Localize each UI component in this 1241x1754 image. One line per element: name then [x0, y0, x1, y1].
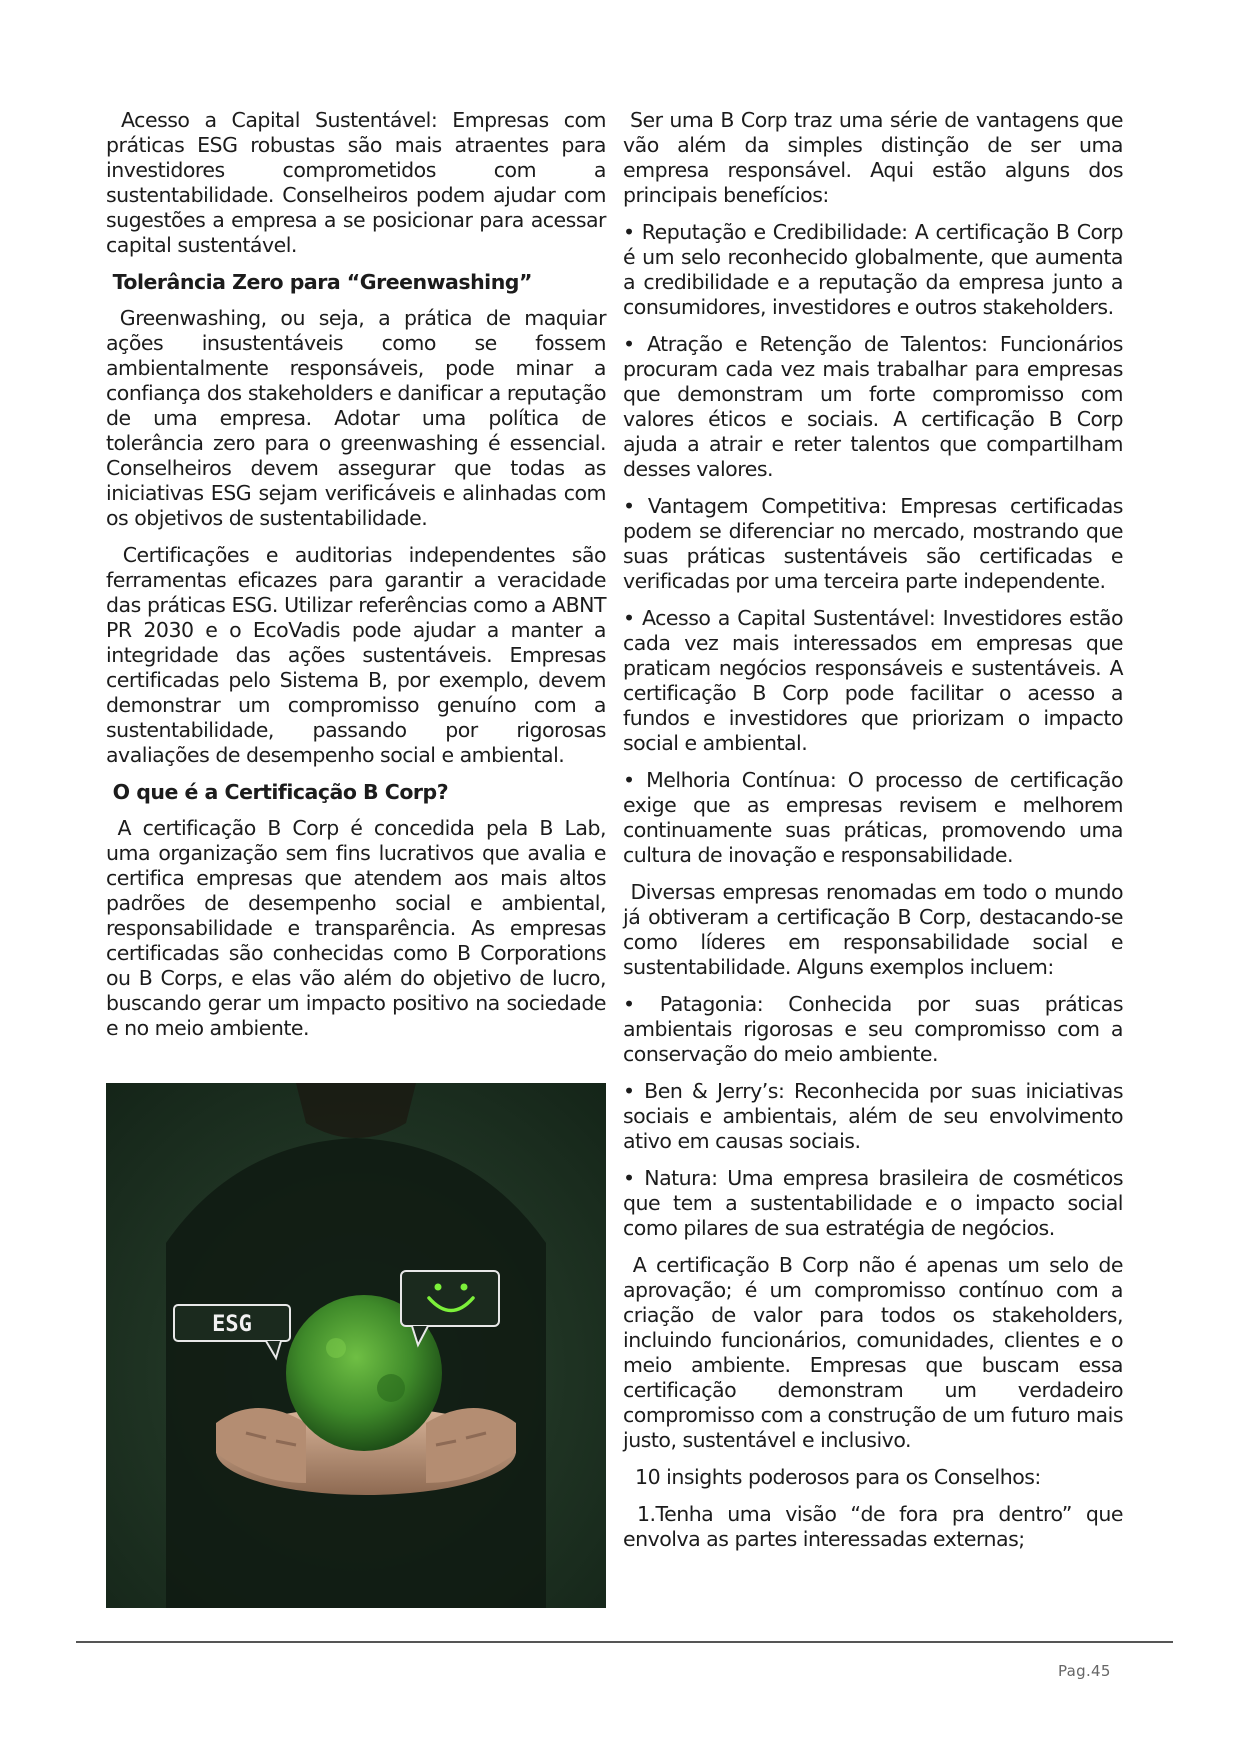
- esg-photo-illustration: [106, 1083, 606, 1608]
- paragraph-certificacoes: Certificações e auditorias independentes são ferramentas eficazes para garantir a veracidade das práticas ESG. Utilizar referências como a ABNT PR 2030 e o EcoVadis pode ajudar a manter a integridade das ações sustentáveis. Empresas certificadas pelo Sistema B, por exemplo, devem demonstrar um compromisso genuíno com a sustentabilidade, passando por rigorosas avaliações de desempenho social e ambiental.: [106, 543, 606, 767]
- esg-bubble-text: ESG: [212, 1312, 252, 1337]
- page-number: Pag.45: [1058, 1662, 1111, 1680]
- footer-divider: [76, 1641, 1173, 1643]
- moss-highlight: [326, 1338, 346, 1358]
- smiley-eye-right: [461, 1284, 468, 1291]
- paragraph-capital-sustentavel: Acesso a Capital Sustentável: Empresas com práticas ESG robustas são mais atraentes para investidores comprometidos com a sustentabilidade. Conselheiros podem ajudar com sugestões a empresa a se posicionar para acessar capital sustentável.: [106, 108, 606, 257]
- paragraph-b-corp-definition: A certificação B Corp é concedida pela B Lab, uma organização sem fins lucrativos que avalia e certifica empresas que atendem aos mais altos padrões de desempenho social e ambiental, responsabilidade e transparência. As empresas certificadas são conhecidas como B Corporations ou B Corps, e elas vão além do objetivo de lucro, buscando gerar um impacto positivo na sociedade e no meio ambiente.: [106, 816, 606, 1040]
- heading-greenwashing: Tolerância Zero para “Greenwashing”: [106, 270, 532, 294]
- bullet-capital-sustentavel: • Acesso a Capital Sustentável: Investidores estão cada vez mais interessados em empresas que praticam negócios responsáveis e sustentáveis. A certificação B Corp pode facilitar o acesso a fundos e investidores que priorizam o impacto social e ambiental.: [623, 606, 1123, 755]
- bullet-natura: • Natura: Uma empresa brasileira de cosméticos que tem a sustentabilidade e o impacto social como pilares de sua estratégia de negócios.: [623, 1166, 1123, 1240]
- insight-item-1: 1.Tenha uma visão “de fora pra dentro” que envolva as partes interessadas externas;: [623, 1502, 1123, 1551]
- right-column: [623, 108, 1123, 1564]
- left-column: [106, 108, 606, 1053]
- insights-heading: 10 insights poderosos para os Conselhos:: [623, 1465, 1041, 1489]
- bullet-patagonia: • Patagonia: Conhecida por suas práticas ambientais rigorosas e seu compromisso com a conservação do meio ambiente.: [623, 992, 1123, 1066]
- bullet-talentos: • Atração e Retenção de Talentos: Funcionários procuram cada vez mais trabalhar para empresas que demonstram um forte compromisso com valores éticos e sociais. A certificação B Corp ajuda a atrair e reter talentos que compartilham desses valores.: [623, 332, 1123, 481]
- paragraph-conclusao: A certificação B Corp não é apenas um selo de aprovação; é um compromisso contínuo com a criação de valor para todos os stakeholders, incluindo funcionários, comunidades, clientes e o meio ambiente. Empresas que buscam essa certificação demonstram um verdadeiro compromisso com a construção de um futuro mais justo, sustentável e inclusivo.: [623, 1253, 1123, 1452]
- smiley-bubble-box: [401, 1271, 499, 1326]
- bullet-ben-jerrys: • Ben & Jerry’s: Reconhecida por suas iniciativas sociais e ambientais, além de seu envolvimento ativo em causas sociais.: [623, 1079, 1123, 1153]
- bullet-melhoria-continua: • Melhoria Contínua: O processo de certificação exige que as empresas revisem e melhorem continuamente suas práticas, promovendo uma cultura de inovação e responsabilidade.: [623, 768, 1123, 867]
- esg-hands-photo: [106, 1083, 606, 1608]
- bullet-vantagem-competitiva: • Vantagem Competitiva: Empresas certificadas podem se diferenciar no mercado, mostrando que suas práticas sustentáveis são certificadas e verificadas por uma terceira parte independente.: [623, 494, 1123, 593]
- bullet-reputacao: • Reputação e Credibilidade: A certificação B Corp é um selo reconhecido globalmente, que aumenta a credibilidade e a reputação da empresa junto a consumidores, investidores e outros stakeholders.: [623, 220, 1123, 319]
- paragraph-empresas-renomadas: Diversas empresas renomadas em todo o mundo já obtiveram a certificação B Corp, destacando-se como líderes em responsabilidade social e sustentabilidade. Alguns exemplos incluem:: [623, 880, 1123, 979]
- heading-b-corp: O que é a Certificação B Corp?: [106, 780, 449, 804]
- paragraph-b-corp-intro: Ser uma B Corp traz uma série de vantagens que vão além da simples distinção de ser uma empresa responsável. Aqui estão alguns dos principais benefícios:: [623, 108, 1123, 207]
- paragraph-greenwashing: Greenwashing, ou seja, a prática de maquiar ações insustentáveis como se fossem ambientalmente responsáveis, pode minar a confiança dos stakeholders e danificar a reputação de uma empresa. Adotar uma política de tolerância zero para o greenwashing é essencial. Conselheiros devem assegurar que todas as iniciativas ESG sejam verificáveis e alinhadas com os objetivos de sustentabilidade.: [106, 306, 606, 530]
- smiley-eye-left: [435, 1284, 442, 1291]
- moss-shadow: [377, 1374, 405, 1402]
